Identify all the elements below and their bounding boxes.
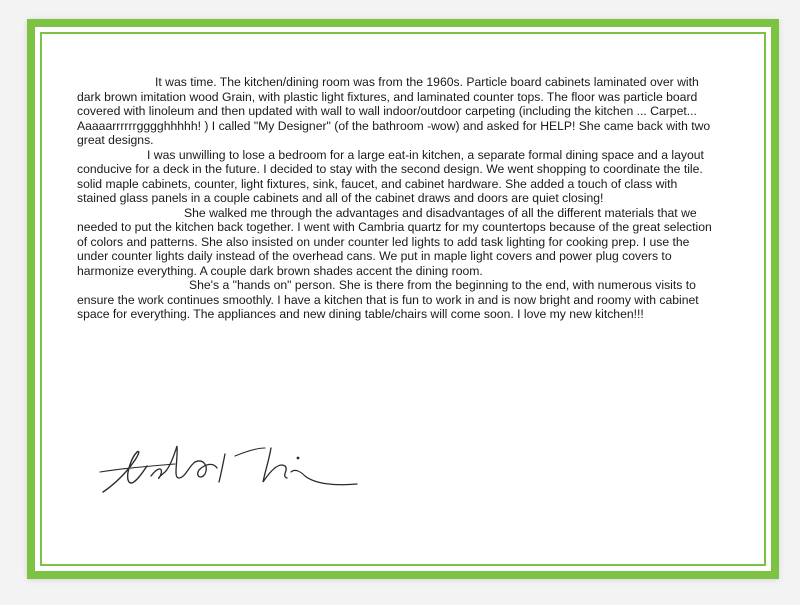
letter-paragraph: I was unwilling to lose a bedroom for a large eat-in kitchen, a separate formal dining space and a layout conducive for a deck in the future. I decided to stay with the second design. We went shopping to coordinate the tile. solid maple cabinets, counter, light fixtures, sink, faucet, and cabinet hardware. She added a touch of class with stained glass panels in a couple cabinets and all of the cabinet draws and doors are quiet closing! — [77, 147, 704, 205]
handwritten-signature — [95, 432, 395, 502]
letter-paragraph: She walked me through the advantages and disadvantages of all the different materials that we needed to put the kitchen back together. I went with Cambria quartz for my countertops because of the great selection of colors and patterns. She also insisted on under counter led lights to add task lighting for cooking prep. I use the under counter lights daily instead of the overhead cans. We put in maple light covers and power plug covers to harmonize everything. A couple dark brown shades accent the dining room. — [77, 205, 712, 278]
letter-body — [77, 75, 717, 322]
letter-paragraph: She's a "hands on" person. She is there from the beginning to the end, with numerous visits to ensure the work continues smoothly. I have a kitchen that is fun to work in and is now bright and roomy with cabinet space for everything. The appliances and new dining table/chairs will come soon. I love my new kitchen!!! — [77, 278, 699, 321]
letter-paragraph: It was time. The kitchen/dining room was from the 1960s. Particle board cabinets laminated over with dark brown imitation wood Grain, with plastic light fixtures, and laminated counter tops. The floor was particle board covered with linoleum and then updated with wall to wall indoor/outdoor carpeting (including the kitchen ... Carpet... Aaaaarrrrrrgggghhhhh! ) I called "My Designer" (of the bathroom -wow) and asked for HELP! She came back with two great designs. — [77, 75, 711, 147]
